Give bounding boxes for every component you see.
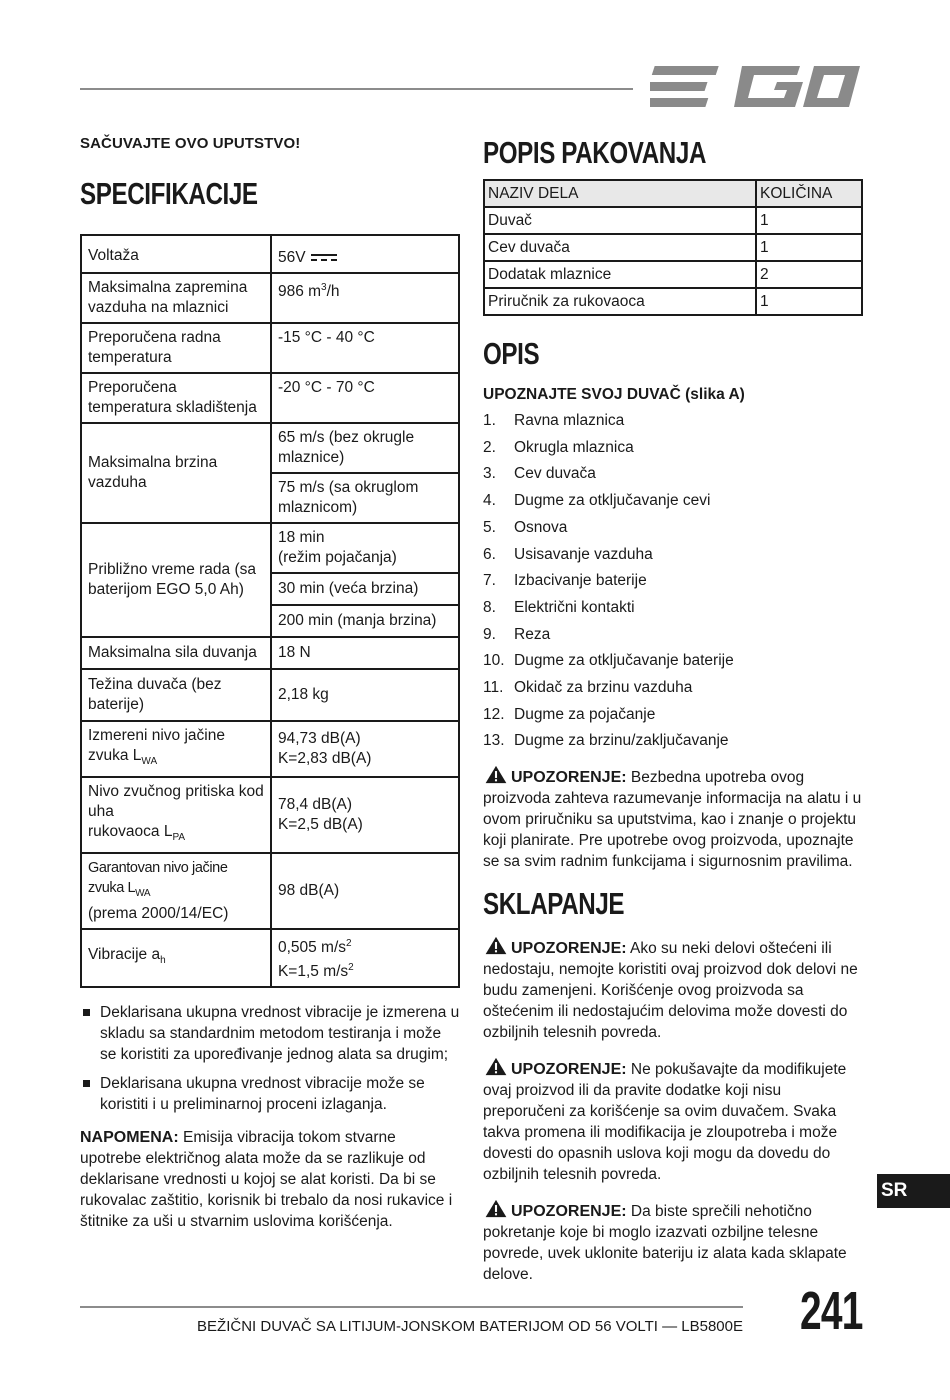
warning-text: Ne pokušavajte da modifikujete ovaj proizvod ili da pravite dodatke koji nisu preporučeni za korišćenje sa ovim duvačem. Svaka takva promena ili modifikacija je zloupotreba i može dovesti do opasnih uslova koji mogu da dovedu do ozbiljnih telesnih povreda. — [483, 1061, 847, 1184]
list-item — [483, 595, 863, 622]
table-row — [81, 853, 459, 929]
spec-value: 65 m/s (bez okrugle mlaznice) — [271, 423, 459, 473]
description-title: OPIS — [483, 336, 540, 371]
spec-label: Preporučena temperatura skladištenja — [81, 373, 271, 423]
spec-label: Preporučena radna temperatura — [81, 323, 271, 373]
item-number: 11. — [483, 679, 504, 697]
vibration-notes-list — [80, 1002, 460, 1115]
list-item — [483, 702, 863, 729]
language-tab: SR — [877, 1174, 950, 1208]
list-item — [483, 488, 863, 515]
warning-text: Da biste sprečili nehotično pokretanje koje bi moglo izazvati ozbiljne telesne povrede, uvek uklonite bateriju iz alata kada sklapate delove. — [483, 1203, 847, 1284]
warning-keyword: UPOZORENJE: — [511, 1061, 627, 1079]
spec-label-line: Nivo zvučnog pritiska kod uha — [88, 783, 264, 821]
spec-value-line: 18 min — [277, 529, 325, 546]
table-row — [81, 637, 459, 669]
item-text: Okidač za brzinu vazduha — [514, 679, 693, 697]
spec-label-line: rukovaoca L — [88, 823, 173, 841]
part-name-cell: Priručnik za rukovaoca — [484, 288, 756, 315]
warning-paragraph — [483, 765, 863, 872]
part-name-cell: Dodatak mlaznice — [484, 261, 756, 288]
header-rule — [80, 88, 633, 90]
item-number: 13. — [483, 732, 505, 750]
table-row — [81, 323, 459, 373]
table-header-row — [484, 180, 862, 207]
specifications-table — [80, 234, 460, 988]
quantity-cell: 1 — [756, 207, 862, 234]
warning-text: Ako su neki delovi oštećeni ili nedostaju, nemojte koristiti ovaj proizvod dok delovi ne budu zamenjeni. Korišćenje ovog proizvoda sa oštećenim ili nedostajućim delovima može dovesti do ozbiljnih telesnih povreda. — [483, 940, 858, 1042]
footer-rule — [80, 1306, 743, 1308]
item-text: Usisavanje vazduha — [514, 545, 653, 563]
spec-value — [271, 523, 459, 573]
subscript: WA — [141, 756, 158, 768]
spec-label: Voltaža — [81, 235, 271, 273]
item-number: 9. — [483, 625, 496, 643]
left-column — [80, 135, 460, 1232]
superscript: 2 — [348, 962, 354, 974]
item-number: 8. — [483, 598, 496, 616]
note-keyword: NAPOMENA: — [80, 1129, 179, 1147]
subscript: h — [160, 955, 166, 967]
item-text: Osnova — [514, 518, 568, 536]
spec-value — [271, 929, 459, 987]
description-subtitle: UPOZNAJTE SVOJ DUVAČ (slika A) — [483, 386, 745, 403]
spec-value-line: K=2,5 dB(A) — [277, 816, 363, 834]
list-item: Deklarisana ukupna vrednost vibracije može se koristiti i u preliminarnoj proceni izlaganja. — [80, 1073, 460, 1115]
spec-value-line: K=2,83 dB(A) — [277, 750, 372, 768]
spec-value: 200 min (manja brzina) — [271, 605, 459, 637]
list-item — [483, 542, 863, 569]
note-text: Emisija vibracija tokom stvarne upotrebe električnog alata može da se razlikuje od deklarisane vrednosti u kojoj se alat koristi. Da bi se rukovalac zaštitio, korisnik bi trebalo da nosi rukavice i štitnike za uši u stvarnim uslovima korišćenja. — [80, 1129, 453, 1231]
subscript: WA — [135, 888, 151, 900]
item-text: Izbacivanje baterije — [514, 572, 647, 590]
unit-text: /h — [326, 283, 340, 301]
warning-icon — [483, 1057, 509, 1076]
list-item — [483, 675, 863, 702]
spec-label — [81, 721, 271, 777]
spec-value: 2,18 kg — [271, 669, 459, 721]
spec-label-line: Garantovan nivo jačine zvuka L — [88, 860, 228, 897]
item-number: 3. — [483, 465, 496, 483]
spec-label-text: Vibracije a — [88, 946, 161, 964]
table-row — [81, 273, 459, 323]
quantity-cell: 2 — [756, 261, 862, 288]
item-text: Ravna mlaznica — [514, 412, 625, 429]
spec-value — [271, 777, 459, 853]
column-header: NAZIV DELA — [484, 180, 756, 207]
column-header: KOLIČINA — [756, 180, 862, 207]
list-item: Deklarisana ukupna vrednost vibracije je izmerena u skladu sa standardnim metodom testiranja i može se koristiti za upoređivanje jednog alata sa drugim; — [80, 1002, 460, 1065]
spec-value: 18 N — [271, 637, 459, 669]
item-text: Električni kontakti — [514, 598, 635, 616]
assembly-title: SKLAPANJE — [483, 886, 625, 922]
table-row — [81, 373, 459, 423]
superscript: 2 — [346, 938, 352, 950]
item-number: 1. — [483, 412, 496, 429]
part-name-cell: Cev duvača — [484, 234, 756, 261]
item-text: Cev duvača — [514, 465, 596, 483]
spec-value — [271, 273, 459, 323]
spec-value — [271, 721, 459, 777]
item-text: Dugme za otključavanje baterije — [514, 652, 734, 670]
part-name-cell: Duvač — [484, 207, 756, 234]
item-text: Dugme za otključavanje cevi — [514, 492, 711, 510]
superscript: 3 — [321, 282, 327, 293]
table-row — [81, 721, 459, 777]
list-item — [483, 408, 863, 435]
spec-label: Maksimalna brzina vazduha — [81, 423, 271, 523]
warning-paragraph — [483, 936, 863, 1043]
list-item — [483, 648, 863, 675]
save-instructions-note: SAČUVAJTE OVO UPUTSTVO! — [80, 135, 301, 152]
table-row — [484, 234, 862, 261]
spec-value-text: 986 m — [277, 283, 322, 301]
warning-icon — [483, 936, 509, 955]
warning-paragraph — [483, 1057, 863, 1185]
spec-value-line: 0,505 m/s — [277, 939, 347, 957]
spec-value-line: 78,4 dB(A) — [277, 796, 353, 814]
spec-label — [81, 853, 271, 929]
spec-label — [81, 777, 271, 853]
warning-keyword: UPOZORENJE: — [511, 769, 627, 787]
warning-icon — [483, 1199, 509, 1218]
spec-label-line: (prema 2000/14/EC) — [88, 905, 229, 923]
spec-value — [271, 235, 459, 273]
spec-label — [81, 929, 271, 987]
table-row — [81, 777, 459, 853]
spec-value: -15 °C - 40 °C — [271, 323, 459, 373]
list-item — [483, 515, 863, 542]
parts-list — [483, 408, 863, 755]
list-item — [483, 568, 863, 595]
spec-value-text: 56V — [277, 249, 306, 266]
subscript: PA — [172, 832, 186, 844]
quantity-cell: 1 — [756, 288, 862, 315]
list-item — [483, 622, 863, 649]
list-item — [483, 461, 863, 488]
table-row — [81, 523, 459, 573]
item-text: Dugme za pojačanje — [514, 705, 656, 723]
list-item — [483, 435, 863, 462]
item-number: 7. — [483, 572, 496, 590]
item-text: Reza — [514, 625, 551, 643]
table-row — [81, 929, 459, 987]
spec-label: Maksimalna zapremina vazduha na mlaznici — [81, 273, 271, 323]
item-number: 12. — [483, 705, 505, 723]
table-row — [81, 669, 459, 721]
item-number: 6. — [483, 545, 496, 563]
note-paragraph — [80, 1127, 460, 1232]
spec-value-line: K=1,5 m/s — [277, 963, 349, 981]
warning-paragraph — [483, 1199, 863, 1285]
warning-icon — [483, 765, 509, 784]
list-item — [483, 728, 863, 755]
packing-list-title: POPIS PAKOVANJA — [483, 135, 707, 170]
footer-title: BEŽIČNI DUVAČ SA LITIJUM-JONSKOM BATERIJOM OD 56 VOLTI — LB5800E — [197, 1318, 743, 1335]
item-number: 5. — [483, 518, 496, 536]
spec-value: 30 min (veća brzina) — [271, 573, 459, 605]
warning-keyword: UPOZORENJE: — [511, 940, 627, 958]
page-number: 241 — [800, 1281, 863, 1341]
spec-value-line: (režim pojačanja) — [277, 549, 397, 566]
table-row — [81, 423, 459, 473]
spec-value-line: 94,73 dB(A) — [277, 730, 361, 748]
table-row — [484, 207, 862, 234]
table-row — [81, 235, 459, 273]
spec-label-text: Izmereni nivo jačine zvuka L — [88, 727, 225, 764]
spec-value: -20 °C - 70 °C — [271, 373, 459, 423]
item-text: Dugme za brzinu/zaključavanje — [514, 732, 729, 750]
spec-value: 75 m/s (sa okruglom mlaznicom) — [271, 473, 459, 523]
right-column — [483, 135, 863, 1285]
quantity-cell: 1 — [756, 234, 862, 261]
table-row — [484, 261, 862, 288]
table-row — [484, 288, 862, 315]
spec-value: 98 dB(A) — [271, 853, 459, 929]
specifications-title: SPECIFIKACIJE — [80, 176, 258, 211]
spec-label: Maksimalna sila duvanja — [81, 637, 271, 669]
packing-list-table — [483, 179, 863, 316]
dc-symbol-icon — [310, 253, 338, 263]
item-text: Okrugla mlaznica — [514, 438, 634, 456]
warning-text: Bezbedna upotreba ovog proizvoda zahteva razumevanje informacija na alatu i u ovom priručniku sa uputstvima, kao i znanje o projektu koji planirate. Pre upotrebe ovog proizvoda, upoznajte se sa svim radnim funkcijama i sigurnosnim pravilima. — [483, 769, 862, 871]
ego-logo — [650, 62, 862, 112]
warning-keyword: UPOZORENJE: — [511, 1203, 627, 1221]
item-number: 2. — [483, 438, 496, 456]
item-number: 4. — [483, 492, 496, 510]
spec-label: Težina duvača (bez baterije) — [81, 669, 271, 721]
spec-label: Približno vreme rada (sa baterijom EGO 5,0 Ah) — [81, 523, 271, 637]
item-number: 10. — [483, 652, 505, 670]
